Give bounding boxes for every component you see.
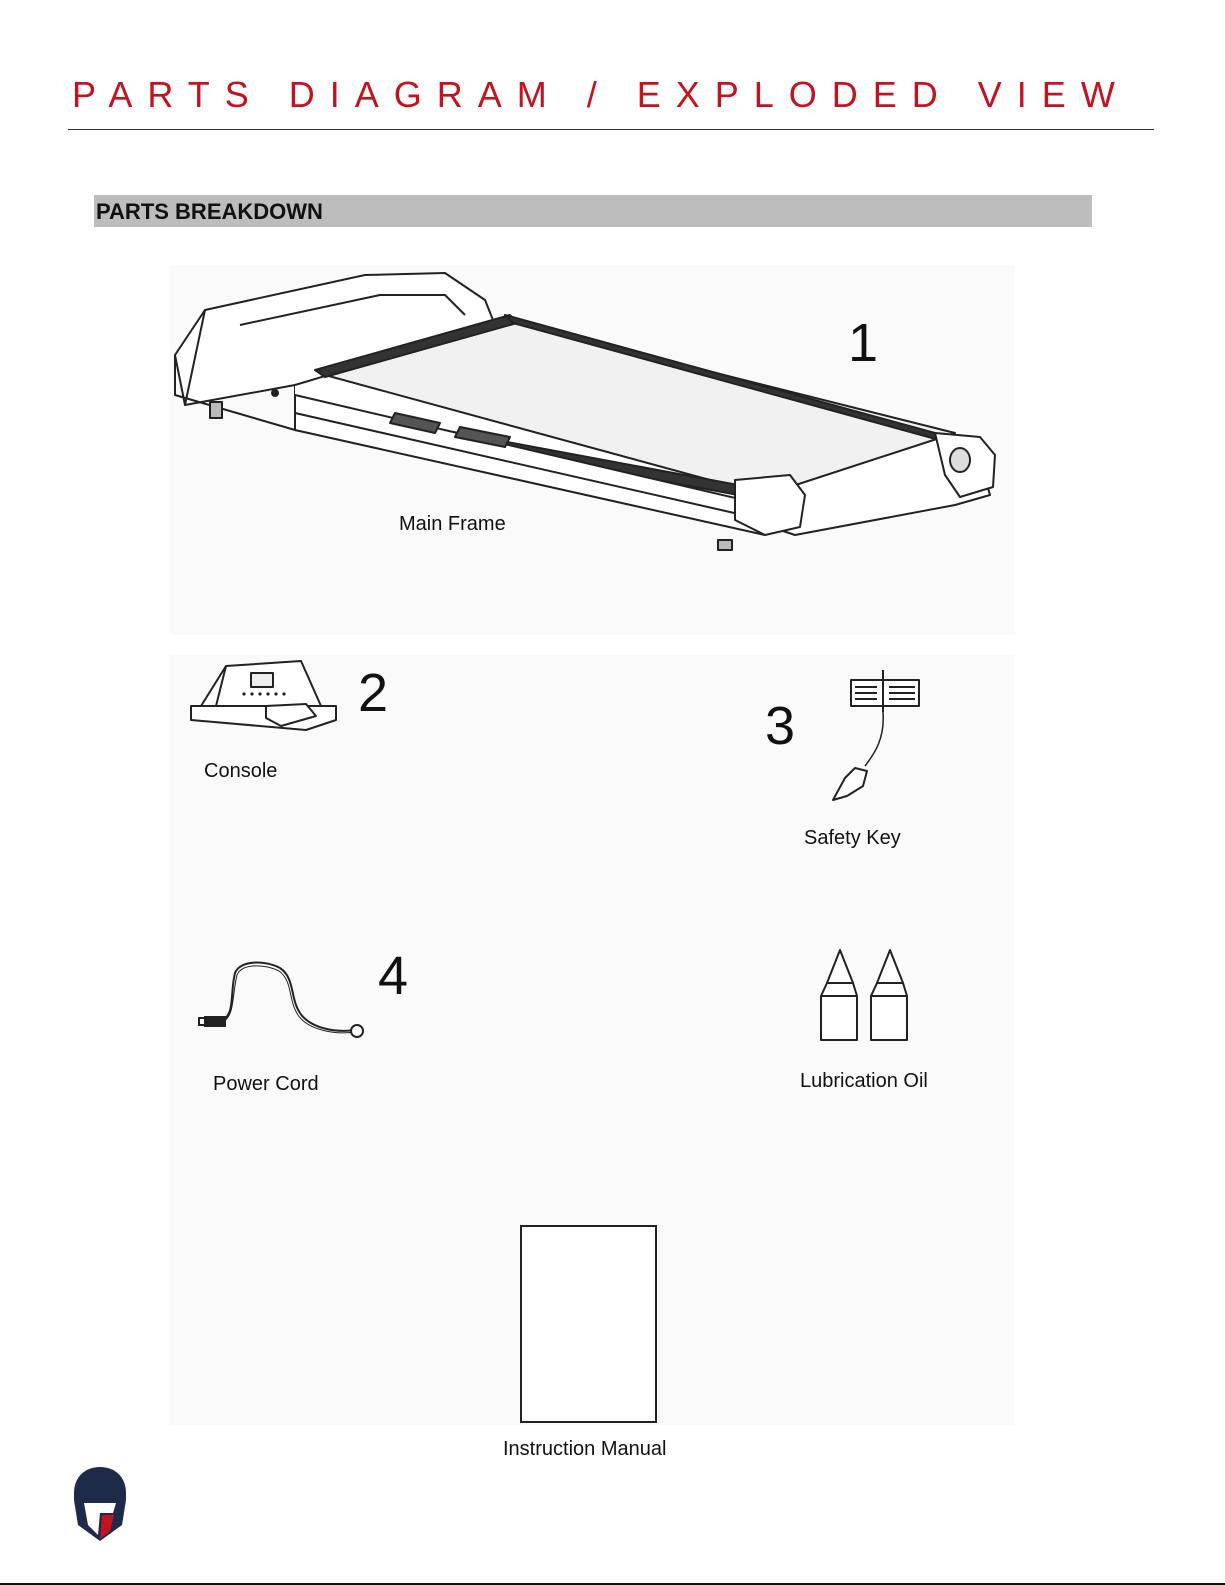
manual-icon (520, 1225, 657, 1423)
part-number-2: 2 (358, 663, 389, 723)
safety-key-icon (825, 668, 930, 818)
part-label-safety-key: Safety Key (804, 827, 901, 849)
part-label-power-cord: Power Cord (213, 1073, 319, 1095)
part-label-console: Console (204, 760, 278, 782)
part-number-1: 1 (848, 313, 879, 373)
oil-bottle-icon (815, 948, 915, 1043)
treadmill-icon (165, 265, 1015, 565)
brand-logo (70, 1465, 130, 1545)
section-heading: PARTS BREAKDOWN (96, 199, 323, 224)
part-label-instruction-manual: Instruction Manual (503, 1438, 667, 1460)
section-header-bar (94, 195, 1092, 227)
page-title: PARTS DIAGRAM / EXPLODED VIEW (72, 74, 1130, 115)
power-cord-icon (195, 958, 370, 1038)
part-label-main-frame: Main Frame (399, 513, 506, 535)
part-number-3: 3 (765, 696, 796, 756)
part-label-lubrication-oil: Lubrication Oil (800, 1070, 928, 1092)
console-icon (186, 658, 346, 743)
title-divider (68, 129, 1154, 130)
part-number-4: 4 (378, 946, 409, 1006)
